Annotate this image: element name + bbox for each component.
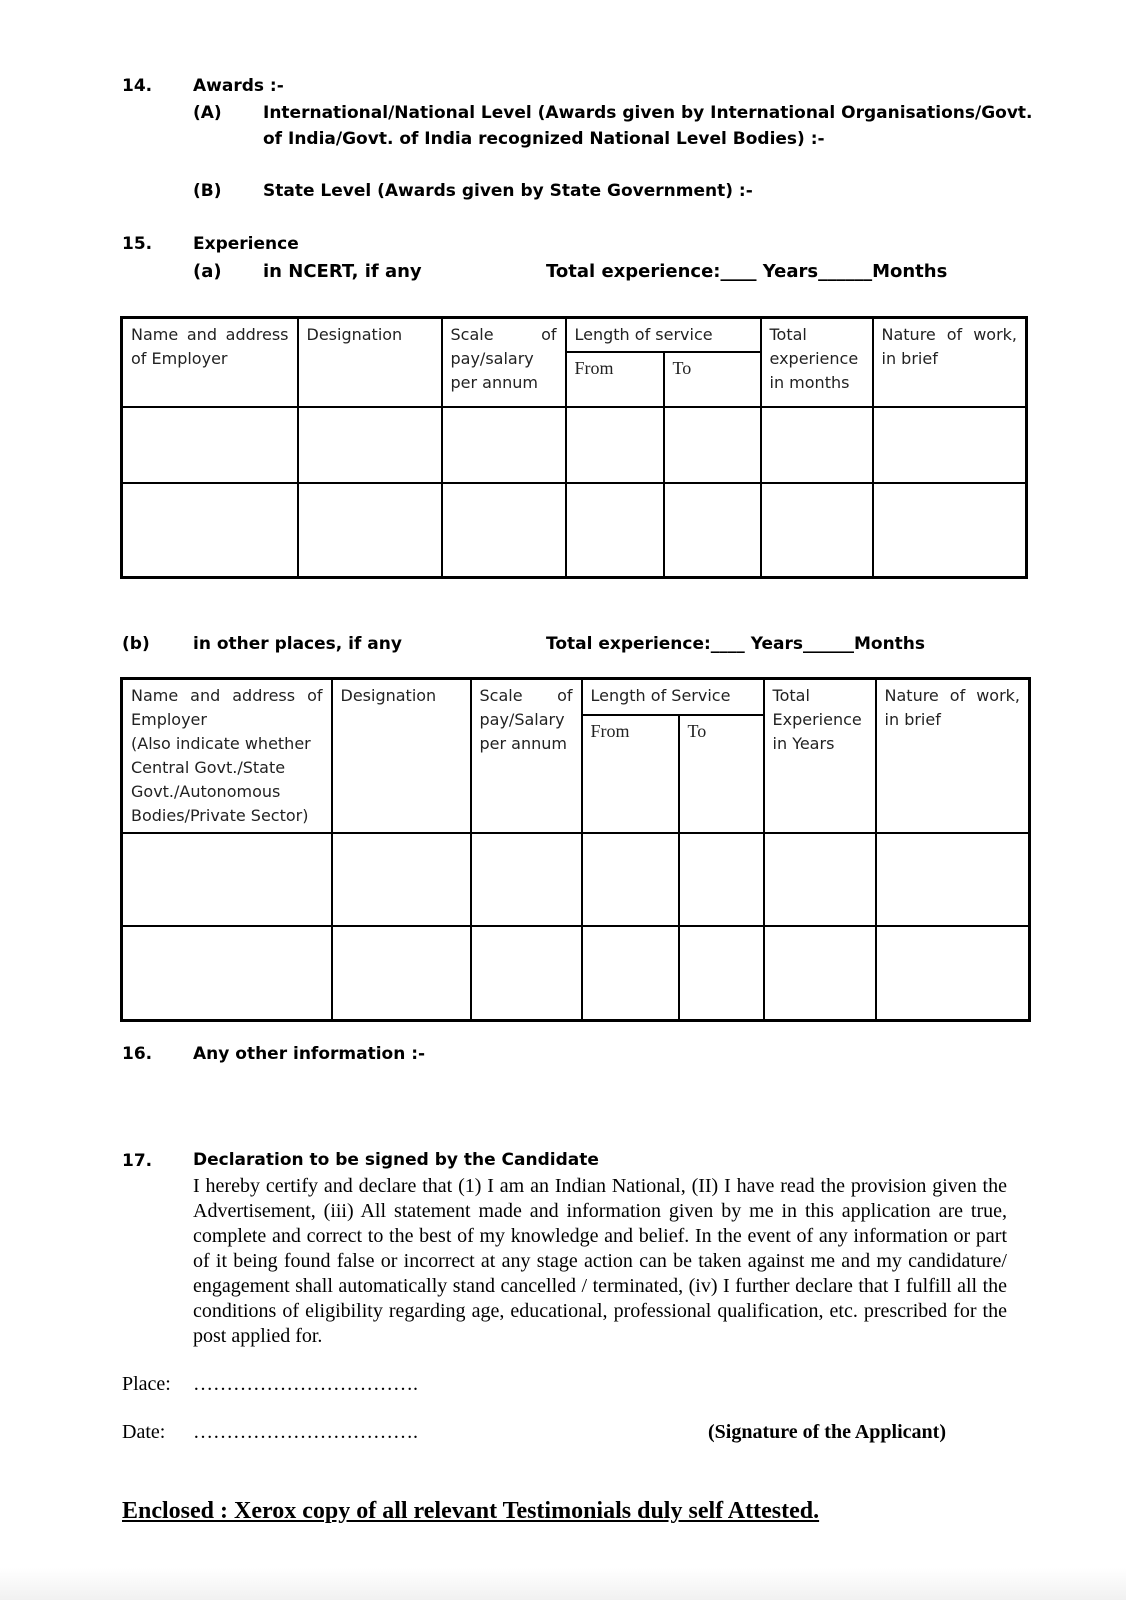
table-cell[interactable]: [664, 407, 761, 483]
section-17-title: Declaration to be signed by the Candidate: [193, 1150, 599, 1170]
table-cell[interactable]: [761, 483, 873, 577]
table-row: [122, 833, 1030, 926]
table-row: [122, 483, 1027, 577]
page-bottom-shadow: [0, 1568, 1126, 1600]
signature-label: (Signature of the Applicant): [708, 1421, 946, 1443]
table-cell[interactable]: [442, 483, 566, 577]
header-nature-of-work: Nature of work, in brief: [876, 679, 1030, 834]
table-cell[interactable]: [442, 407, 566, 483]
section-14-a-line1: International/National Level (Awards given by International Organisations/Govt.: [263, 103, 1033, 123]
date-field[interactable]: …………………………….: [193, 1421, 418, 1443]
section-15-a-label: (a): [193, 261, 222, 282]
table-cell[interactable]: [566, 483, 664, 577]
table-cell[interactable]: [873, 483, 1027, 577]
section-15-a-text: in NCERT, if any: [263, 261, 422, 282]
header-length-of-service: Length of service: [566, 318, 761, 353]
table-cell[interactable]: [582, 926, 679, 1020]
table-cell[interactable]: [332, 833, 471, 926]
section-15-b-text: in other places, if any: [193, 634, 402, 654]
section-15-title: Experience: [193, 234, 299, 254]
table-cell[interactable]: [876, 926, 1030, 1020]
header-employer-line2: (Also indicate whether Central Govt./State Govt./Autonomous Bodies/Private Sector): [131, 734, 311, 825]
table-cell[interactable]: [873, 407, 1027, 483]
table-row: [122, 926, 1030, 1020]
table-cell[interactable]: [582, 833, 679, 926]
table-cell[interactable]: [122, 407, 298, 483]
header-total-experience: Total experience in months: [761, 318, 873, 408]
table-cell[interactable]: [471, 926, 582, 1020]
table-row: [122, 407, 1027, 483]
section-15-number: 15.: [122, 234, 153, 254]
section-15-a-total-experience: Total experience:____ Years______Months: [546, 261, 948, 282]
table-cell[interactable]: [679, 926, 764, 1020]
header-length-of-service: Length of Service: [582, 679, 764, 715]
place-label: Place:: [122, 1373, 171, 1395]
table-cell[interactable]: [876, 833, 1030, 926]
table-cell[interactable]: [764, 833, 876, 926]
table-cell[interactable]: [471, 833, 582, 926]
table-cell[interactable]: [679, 833, 764, 926]
place-field[interactable]: …………………………….: [193, 1373, 418, 1395]
declaration-text: I hereby certify and declare that (1) I am an Indian National, (II) I have read the provision given the Advertisement, (iii) All statement made and information given by me in this application are true, complete and correct to the best of my knowledge and belief. In the event of any information or part of it being found false or incorrect at any stage action can be taken against me and my candidature/ engagement shall automatically stand cancelled / terminated, (iv) I further declare that I fulfill all the conditions of eligibility regarding age, educational, professional qualification, etc. prescribed for the post applied for.: [193, 1175, 1007, 1347]
section-16-number: 16.: [122, 1044, 153, 1064]
header-total-experience: Total Experience in Years: [764, 679, 876, 834]
section-14-b-label: (B): [193, 181, 222, 201]
header-to: To: [679, 715, 764, 833]
header-designation: Designation: [332, 679, 471, 834]
table-cell[interactable]: [332, 926, 471, 1020]
section-16-title: Any other information :-: [193, 1044, 426, 1064]
section-14-number: 14.: [122, 76, 153, 96]
table-cell[interactable]: [122, 483, 298, 577]
header-employer: Name and address of Employer: [122, 318, 298, 408]
section-14-b-text: State Level (Awards given by State Government) :-: [263, 181, 753, 201]
header-scale-of-pay: Scale of pay/Salary per annum: [471, 679, 582, 834]
section-14-title: Awards :-: [193, 76, 284, 96]
table-cell[interactable]: [664, 483, 761, 577]
table-cell[interactable]: [761, 407, 873, 483]
header-designation: Designation: [298, 318, 442, 408]
section-14-a-line2: of India/Govt. of India recognized National Level Bodies) :-: [263, 129, 825, 149]
section-17-number: 17.: [122, 1151, 153, 1171]
header-employer-line1: Name and address of Employer: [131, 686, 323, 729]
header-nature-of-work: Nature of work, in brief: [873, 318, 1027, 408]
ncert-experience-table: [120, 316, 1028, 579]
header-to: To: [664, 352, 761, 407]
header-employer: [122, 679, 332, 834]
header-from: From: [582, 715, 679, 833]
table-cell[interactable]: [764, 926, 876, 1020]
section-14-a-label: (A): [193, 103, 222, 123]
table-cell[interactable]: [298, 483, 442, 577]
header-scale-of-pay: Scale of pay/salary per annum: [442, 318, 566, 408]
table-cell[interactable]: [298, 407, 442, 483]
enclosed-note: Enclosed : Xerox copy of all relevant Testimonials duly self Attested.: [122, 1498, 820, 1524]
other-experience-table: [120, 677, 1031, 1022]
section-15-b-label: (b): [122, 634, 150, 654]
section-15-b-total-experience: Total experience:____ Years______Months: [546, 634, 926, 654]
header-from: From: [566, 352, 664, 407]
table-cell[interactable]: [122, 833, 332, 926]
table-cell[interactable]: [566, 407, 664, 483]
date-label: Date:: [122, 1421, 166, 1443]
table-cell[interactable]: [122, 926, 332, 1020]
